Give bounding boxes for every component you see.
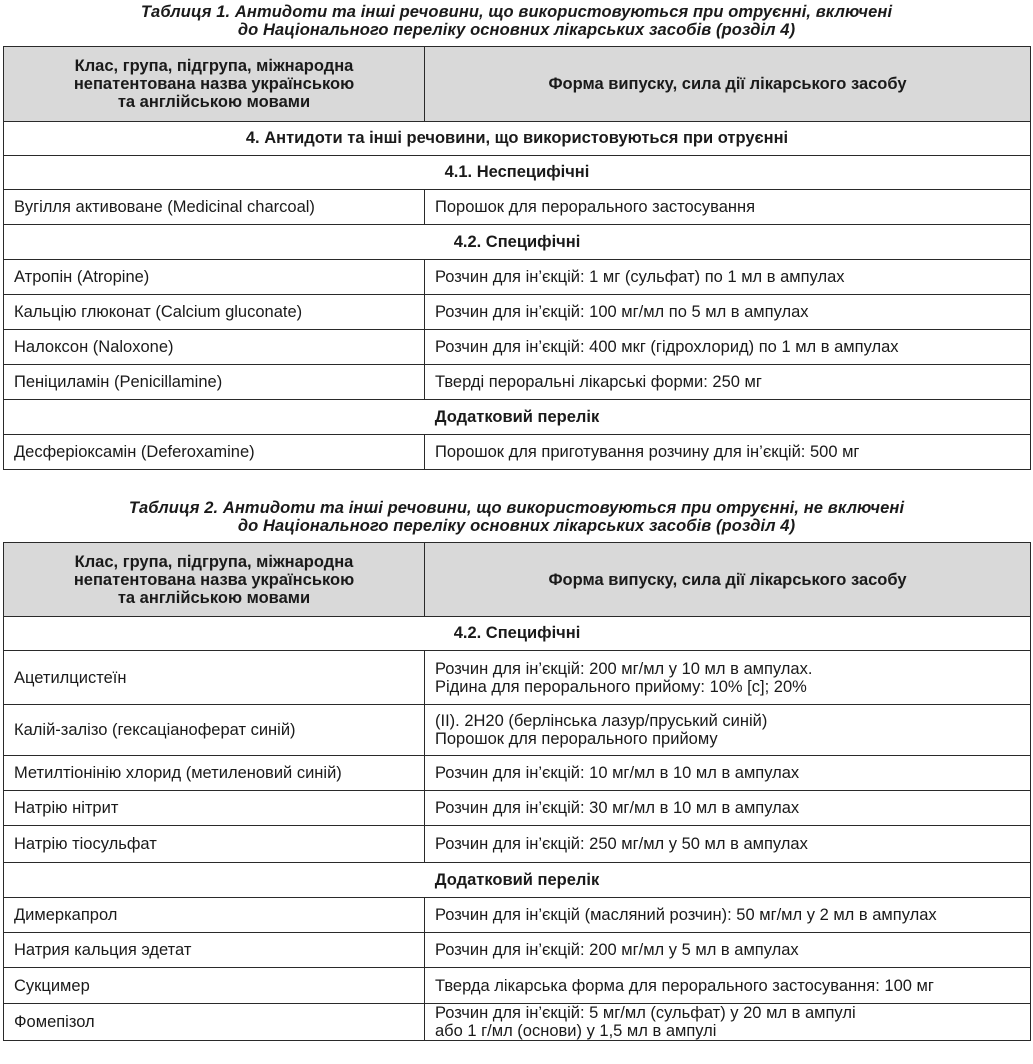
table-row bbox=[4, 190, 1031, 225]
section-title: 4. Антидоти та інші речовини, що використовуються при отруєнні bbox=[4, 122, 1031, 156]
dosage-form-cell bbox=[425, 260, 1031, 295]
dosage-form-line: Розчин для ін’єкцій: 250 мг/мл у 50 мл в ампулах bbox=[435, 835, 808, 853]
dosage-form-line: Розчин для ін’єкцій: 200 мг/мл у 10 мл в ампулах. bbox=[435, 659, 813, 678]
table1-caption bbox=[0, 3, 1033, 39]
section-title: 4.2. Специфічні bbox=[4, 225, 1031, 260]
dosage-form-cell bbox=[425, 651, 1031, 705]
dosage-form-cell bbox=[425, 898, 1031, 933]
dosage-form-cell bbox=[425, 791, 1031, 826]
section-row bbox=[4, 225, 1031, 260]
dosage-form-line: Розчин для ін’єкцій: 400 мкг (гідрохлорид) по 1 мл в ампулах bbox=[435, 338, 899, 356]
dosage-form-line: Розчин для ін’єкцій (масляний розчин): 50 мг/мл у 2 мл в ампулах bbox=[435, 906, 937, 924]
dosage-form-cell bbox=[425, 756, 1031, 791]
drug-name-cell: Фомепізол bbox=[4, 1004, 425, 1041]
section-title: 4.1. Неспецифічні bbox=[4, 156, 1031, 190]
header-row bbox=[4, 543, 1031, 617]
table2-caption-line: Таблиця 2. Антидоти та інші речовини, що використовуються при отруєнні, не включені bbox=[128, 499, 905, 517]
header-name-line: та англійською мовами bbox=[117, 93, 311, 111]
table-row bbox=[4, 898, 1031, 933]
dosage-form-cell bbox=[425, 705, 1031, 756]
section-row bbox=[4, 400, 1031, 435]
table-row bbox=[4, 295, 1031, 330]
dosage-form-line: Рідина для перорального прийому: 10% [c]; 20% bbox=[435, 677, 807, 696]
drug-name-cell: Налоксон (Naloxone) bbox=[4, 330, 425, 365]
table1-caption-line: до Національного переліку основних лікарських засобів (розділ 4) bbox=[237, 21, 796, 39]
table1-body bbox=[4, 47, 1031, 470]
dosage-form-line: (II). 2H20 (берлінська лазур/пруський синій) bbox=[435, 712, 768, 730]
drug-name-cell: Вугілля активоване (Medicinal charcoal) bbox=[4, 190, 425, 225]
table-row bbox=[4, 1004, 1031, 1041]
dosage-form-line: Тверда лікарська форма для перорального застосування: 100 мг bbox=[435, 976, 934, 995]
table-row bbox=[4, 933, 1031, 968]
table1 bbox=[3, 46, 1031, 470]
drug-name-cell: Димеркапрол bbox=[4, 898, 425, 933]
drug-name-cell: Ацетилцистеїн bbox=[4, 651, 425, 705]
dosage-form-line: Розчин для ін’єкцій: 10 мг/мл в 10 мл в ампулах bbox=[435, 764, 800, 782]
header-cell-form: Форма випуску, сила дії лікарського засобу bbox=[425, 543, 1031, 617]
dosage-form-cell bbox=[425, 190, 1031, 225]
dosage-form-cell bbox=[425, 295, 1031, 330]
header-name-line: та англійською мовами bbox=[117, 588, 311, 607]
table-row bbox=[4, 330, 1031, 365]
drug-name-cell: Пеніциламін (Penicillamine) bbox=[4, 365, 425, 400]
dosage-form-line: Розчин для ін’єкцій: 30 мг/мл в 10 мл в ампулах bbox=[435, 799, 800, 817]
drug-name-cell: Натрію тіосульфат bbox=[4, 826, 425, 863]
drug-name-cell: Сукцимер bbox=[4, 968, 425, 1004]
drug-name-cell: Десферіоксамін (Deferoxamine) bbox=[4, 435, 425, 470]
section-title: Додатковий перелік bbox=[4, 863, 1031, 898]
table1-caption-line: Таблиця 1. Антидоти та інші речовини, що використовуються при отруєнні, включені bbox=[140, 3, 893, 21]
dosage-form-line: Тверді пероральні лікарські форми: 250 мг bbox=[435, 373, 762, 391]
table-row bbox=[4, 365, 1031, 400]
header-cell-name bbox=[4, 543, 425, 617]
table-row bbox=[4, 260, 1031, 295]
section-row bbox=[4, 122, 1031, 156]
header-cell-form: Форма випуску, сила дії лікарського засобу bbox=[425, 47, 1031, 122]
dosage-form-line: Порошок для перорального прийому bbox=[435, 730, 718, 748]
drug-name-cell: Натрия кальция эдетат bbox=[4, 933, 425, 968]
table-row bbox=[4, 435, 1031, 470]
drug-name-cell: Калій-залізо (гексаціаноферат синій) bbox=[4, 705, 425, 756]
header-row bbox=[4, 47, 1031, 122]
section-title: Додатковий перелік bbox=[4, 400, 1031, 435]
table-row bbox=[4, 826, 1031, 863]
drug-name-cell: Атропін (Atropine) bbox=[4, 260, 425, 295]
dosage-form-cell bbox=[425, 1004, 1031, 1041]
dosage-form-cell bbox=[425, 968, 1031, 1004]
section-row bbox=[4, 156, 1031, 190]
drug-name-cell: Кальцію глюконат (Calcium gluconate) bbox=[4, 295, 425, 330]
table2 bbox=[3, 542, 1031, 1041]
dosage-form-line: або 1 г/мл (основи) у 1,5 мл в ампулі bbox=[435, 1022, 717, 1040]
dosage-form-line: Порошок для перорального застосування bbox=[435, 198, 756, 216]
table-row bbox=[4, 756, 1031, 791]
drug-name-cell: Натрію нітрит bbox=[4, 791, 425, 826]
table2-caption-line: до Національного переліку основних лікарських засобів (розділ 4) bbox=[237, 517, 796, 535]
dosage-form-line: Розчин для ін’єкцій: 5 мг/мл (сульфат) у 20 мл в ампулі bbox=[435, 1004, 856, 1022]
dosage-form-line: Розчин для ін’єкцій: 200 мг/мл у 5 мл в ампулах bbox=[435, 941, 799, 959]
dosage-form-cell bbox=[425, 826, 1031, 863]
header-cell-name bbox=[4, 47, 425, 122]
dosage-form-cell bbox=[425, 330, 1031, 365]
header-name-line: Клас, група, підгрупа, міжнародна bbox=[74, 57, 354, 75]
header-name-line: непатентована назва українською bbox=[73, 75, 355, 93]
table-row bbox=[4, 791, 1031, 826]
drug-name-cell: Метилтіонінію хлорид (метиленовий синій) bbox=[4, 756, 425, 791]
section-title: 4.2. Специфічні bbox=[4, 617, 1031, 651]
table-row bbox=[4, 651, 1031, 705]
dosage-form-line: Розчин для ін’єкцій: 1 мг (сульфат) по 1 мл в ампулах bbox=[435, 268, 845, 286]
dosage-form-cell bbox=[425, 933, 1031, 968]
section-row bbox=[4, 617, 1031, 651]
table-row bbox=[4, 968, 1031, 1004]
dosage-form-line: Розчин для ін’єкцій: 100 мг/мл по 5 мл в ампулах bbox=[435, 303, 809, 321]
table-row bbox=[4, 705, 1031, 756]
header-name-line: непатентована назва українською bbox=[73, 570, 355, 589]
table2-body bbox=[4, 543, 1031, 1041]
section-row bbox=[4, 863, 1031, 898]
table2-caption bbox=[0, 499, 1033, 535]
header-name-line: Клас, група, підгрупа, міжнародна bbox=[74, 552, 354, 571]
dosage-form-cell bbox=[425, 365, 1031, 400]
dosage-form-line: Порошок для приготування розчину для ін’єкцій: 500 мг bbox=[435, 443, 860, 461]
dosage-form-cell bbox=[425, 435, 1031, 470]
